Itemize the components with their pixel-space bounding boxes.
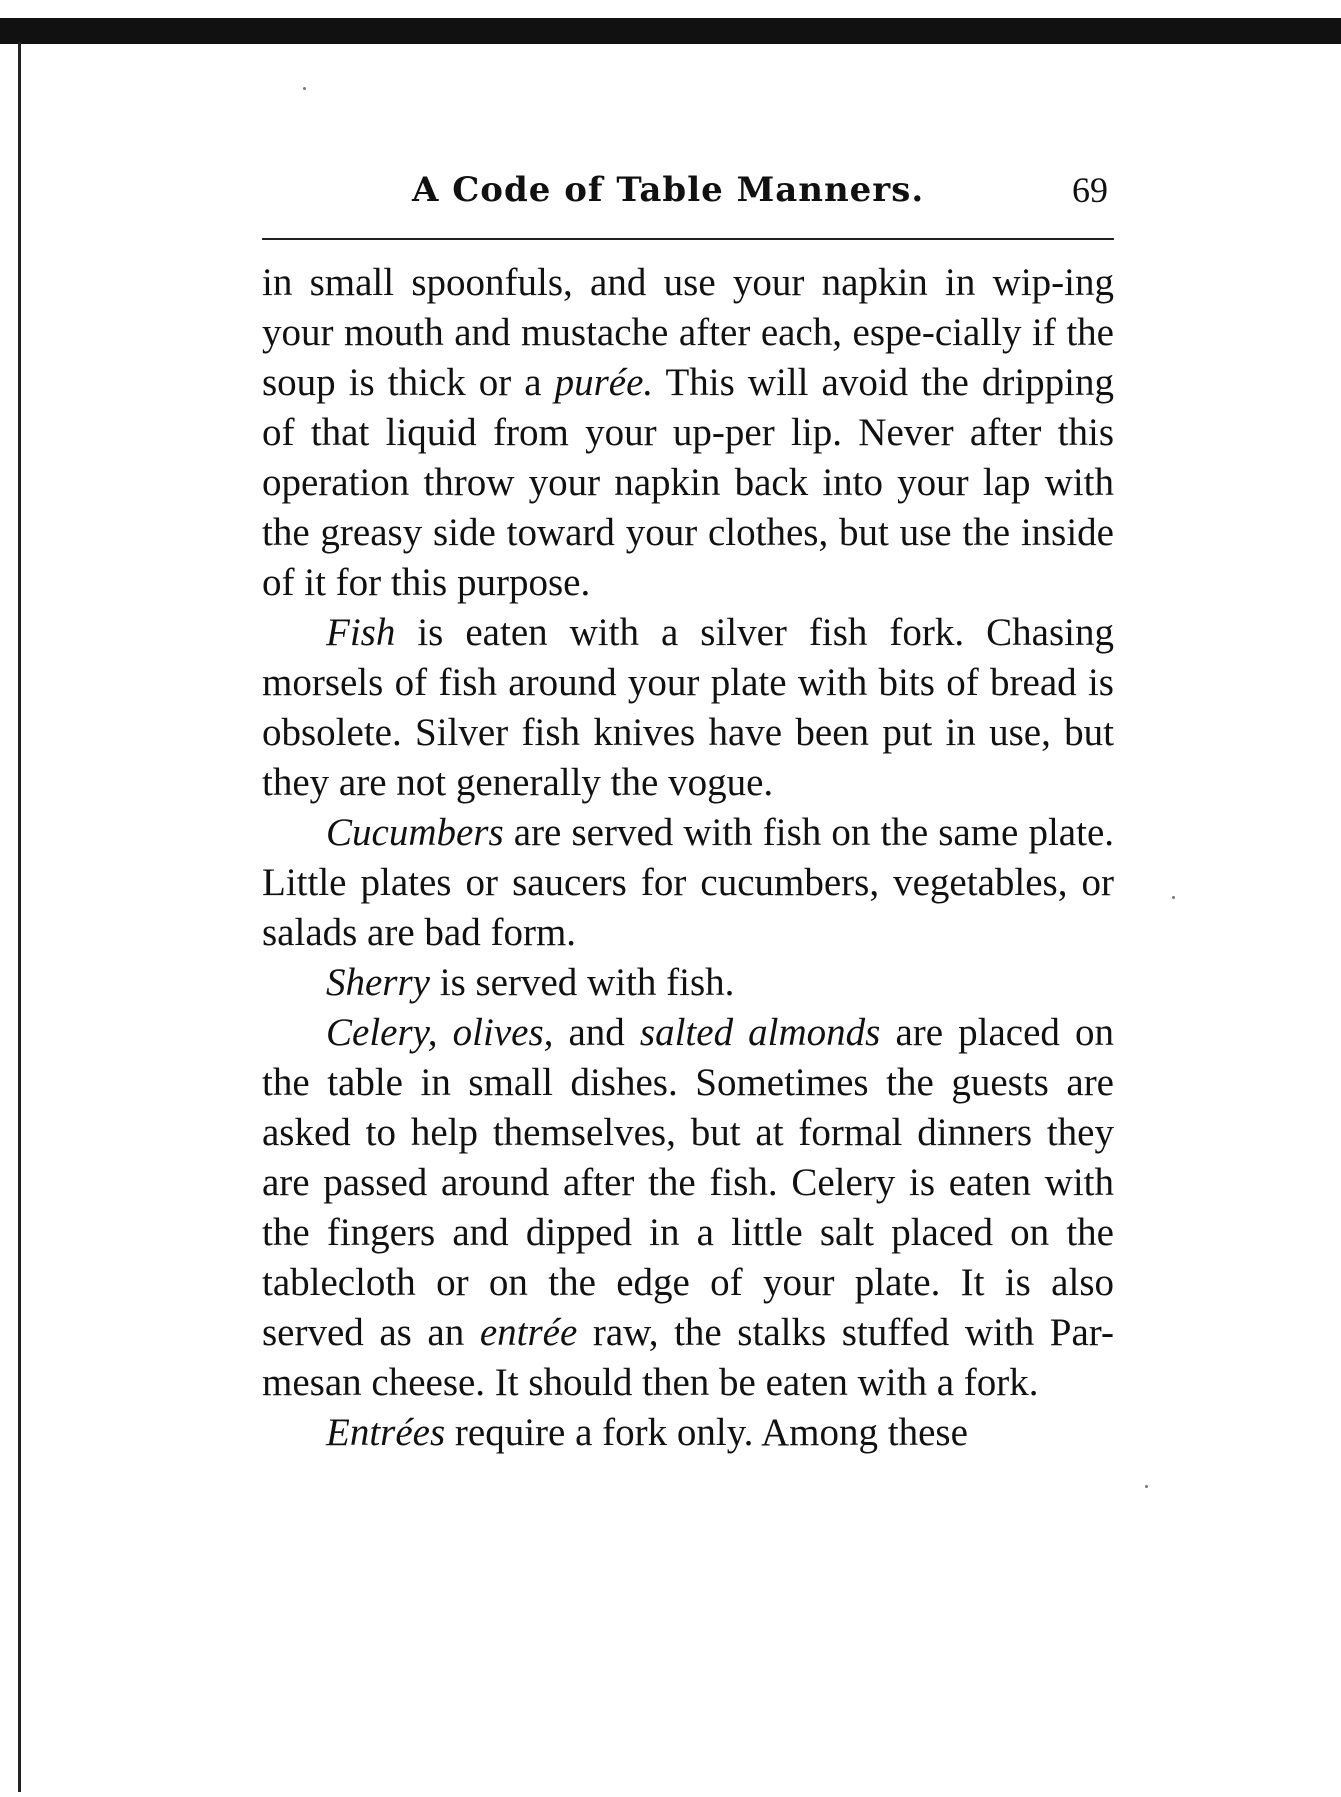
paragraph-p3 [262,808,1114,958]
italic-term: salted almonds [639,1011,881,1054]
text-run: are served with fish on the same plate. Little plates or saucers for cucumbers, vegetables, or salads are bad form. [262,811,1114,954]
italic-term: Fish [326,611,396,654]
italic-term: Cucumbers [326,811,504,854]
paragraph-p1 [262,258,1114,608]
text-run [438,1011,453,1054]
scan-speck [303,87,306,90]
text-run: This will avoid the dripping of that liquid from your up-per lip. Never after this operation throw your napkin back into your lap with the greasy side toward your clothes, but use the inside of it for this purpose. [262,361,1114,604]
scan-left-border [18,42,21,1792]
italic-term: Celery, [326,1011,438,1054]
text-run: raw, the stalks stuffed with Par-mesan cheese. It should then be eaten with a fork. [262,1311,1114,1404]
scan-top-border [0,18,1341,44]
header-rule [262,238,1114,240]
italic-term: entrée [479,1311,578,1354]
text-run: and [553,1011,640,1054]
scan-speck [1145,1485,1148,1488]
paragraph-p6 [262,1408,1114,1458]
body-text [262,258,1114,1458]
text-run: are placed on the table in small dishes. Sometimes the guests are asked to help themselves, but at formal dinners they are passed around after the fish. Celery is eaten with the fingers and dipped in a little salt placed on the tablecloth or on the edge of your plate. It is also served as an [262,1011,1115,1354]
page-header [262,160,1112,220]
page-number: 69 [1072,170,1108,210]
text-run: is eaten with a silver fish fork. Chasing morsels of fish around your plate with bits of bread is obsolete. Silver fish knives have been put in use, but they are not generally the vogue. [262,611,1114,804]
paragraph-p4 [262,958,1114,1008]
paragraph-p2 [262,608,1114,808]
italic-term: olives, [452,1011,554,1054]
scan-speck [1172,896,1175,899]
text-run: is served with fish. [429,961,735,1004]
italic-term: purée. [554,361,654,404]
paragraph-p5 [262,1008,1114,1408]
italic-term: Entrées [326,1411,446,1454]
italic-term: Sherry [326,961,430,1004]
text-run: require a fork only. Among these [445,1411,968,1454]
running-title: A Code of Table Manners. [412,170,925,210]
text-run: in small spoonfuls, and use your napkin in wip-ing your mouth and mustache after each, espe-cially if the soup is thick or a [262,261,1114,404]
